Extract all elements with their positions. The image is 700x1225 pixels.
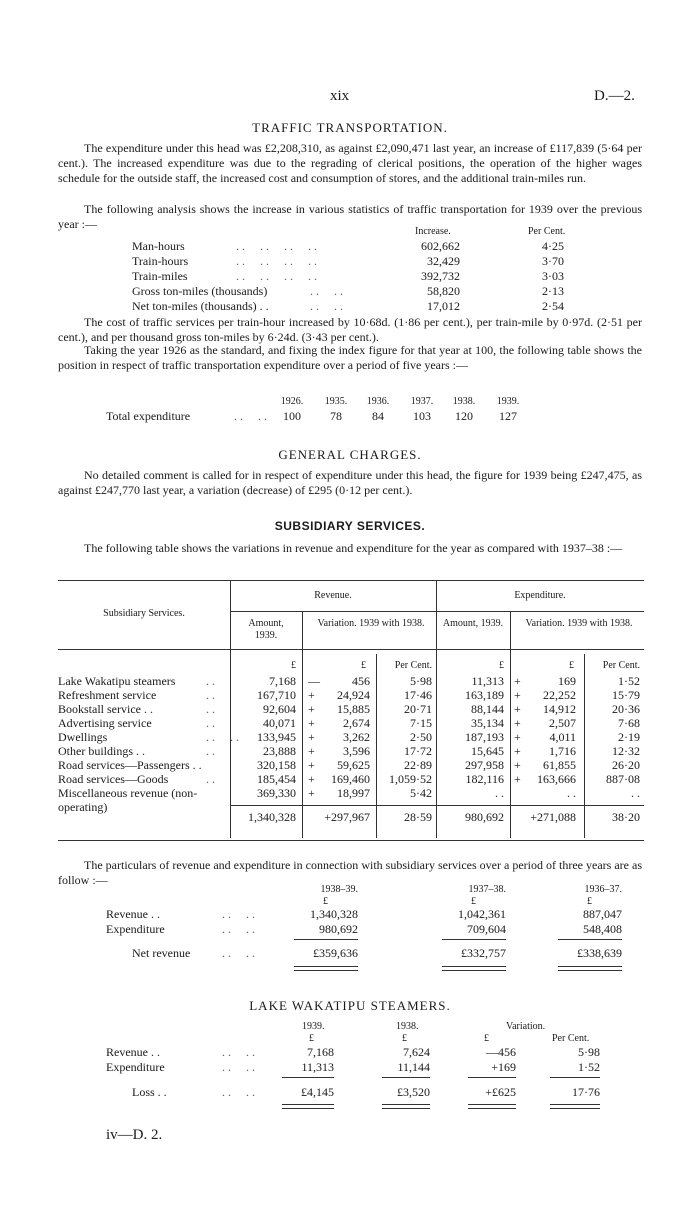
sub-row-exp-sign: + <box>514 716 521 730</box>
footer-signature: iv—D. 2. <box>106 1127 163 1143</box>
sub-row-rev-pct: 17·46 <box>404 688 432 702</box>
total-exp-pct: 38·20 <box>612 810 640 824</box>
loss-label: Loss . . <box>132 1085 167 1099</box>
sub-row-exp-sign: + <box>514 744 521 758</box>
head-exp-variation: Variation. 1939 with 1938. <box>525 618 633 629</box>
sub-row-rev-var: 18,997 <box>337 786 370 800</box>
sub-row-label: Road services—Passengers . . <box>58 758 202 772</box>
sub-row-exp: 35,134 <box>471 716 504 730</box>
sub-row-rev-pct: 5·42 <box>410 786 432 800</box>
sub-row-exp-pct: 7·68 <box>618 716 640 730</box>
sub-row-label: Bookstall service . . <box>58 702 153 716</box>
traffic-title: TRAFFIC TRANSPORTATION. <box>252 120 448 135</box>
sub-row-dots: . . <box>206 702 215 716</box>
sub-row-exp-var: 22,252 <box>543 688 576 702</box>
sub-row-label: Dwellings <box>58 730 108 744</box>
rule <box>558 939 622 940</box>
three-year-unit: £ <box>587 896 592 907</box>
document-code: D.—2. <box>594 88 635 104</box>
rule <box>468 1077 516 1078</box>
traffic-row-increase: 58,820 <box>427 284 460 298</box>
three-year-value: 709,604 <box>467 922 506 936</box>
sub-row-exp-var: 169 <box>558 674 576 688</box>
three-year-head: 1937–38. <box>468 884 506 895</box>
rule <box>382 1077 430 1078</box>
sub-row-rev: 7,168 <box>269 674 296 688</box>
sub-row-rev: 92,604 <box>263 702 296 716</box>
sub-row-label: Advertising service <box>58 716 152 730</box>
traffic-row-label: Train-hours <box>132 254 189 268</box>
sub-row-rev-sign: + <box>308 688 315 702</box>
sub-row-rev: 133,945 <box>257 730 296 744</box>
head-exp-amount: Amount, 1939. <box>442 618 504 629</box>
three-year-dots: . . . . <box>222 907 255 921</box>
wak-1939: 7,168 <box>307 1045 334 1059</box>
subsidiary-table <box>58 580 644 838</box>
sub-row-rev-sign: + <box>308 744 315 758</box>
index-value: 84 <box>372 409 384 423</box>
traffic-row-percent: 2·13 <box>542 284 564 298</box>
head-rev-variation: Variation. 1939 with 1938. <box>317 618 425 629</box>
three-year-head: 1936–37. <box>584 884 622 895</box>
sub-row-rev: 40,071 <box>263 716 296 730</box>
sub-row-label: Road services—Goods <box>58 772 169 786</box>
double-rule <box>550 1104 600 1109</box>
sub-row-exp: 187,193 <box>465 730 504 744</box>
sub-row-rev-var: 169,460 <box>331 772 370 786</box>
wak-dots: . . . . <box>222 1060 255 1074</box>
loss-var: +£625 <box>485 1085 516 1099</box>
index-dots: . . . . <box>234 409 267 423</box>
three-year-value: 548,408 <box>583 922 622 936</box>
traffic-row-label: Man-hours <box>132 239 185 253</box>
three-year-value: 980,692 <box>319 922 358 936</box>
wak-1938: 11,144 <box>397 1060 430 1074</box>
rule <box>550 1077 600 1078</box>
sub-row-exp-sign: + <box>514 758 521 772</box>
unit-rev-var: £ <box>361 660 366 671</box>
general-para: No detailed comment is called for in respect of expenditure under this head, the figure for 1939 being £247,475, as against £247,770 last year, a variation (decrease) of £295 (0·12 per cent.). <box>58 468 642 497</box>
double-rule <box>442 966 506 971</box>
sub-row-rev-var: 2,674 <box>343 716 370 730</box>
traffic-row-percent: 4·25 <box>542 239 564 253</box>
rule <box>442 939 506 940</box>
sub-row-exp: 88,144 <box>471 702 504 716</box>
traffic-col-increase: Increase. <box>415 226 451 237</box>
double-rule <box>294 966 358 971</box>
wak-pct: 5·98 <box>578 1045 600 1059</box>
wak-unit-1939: £ <box>309 1033 314 1044</box>
net-value: £359,636 <box>313 946 358 960</box>
total-rev: 1,340,328 <box>248 810 296 824</box>
traffic-row-label: Net ton-miles (thousands) . . <box>132 299 269 313</box>
sub-row-exp: . . <box>495 786 504 800</box>
sub-row-rev-sign: + <box>308 716 315 730</box>
sub-row-dots: . . <box>206 674 215 688</box>
index-value: 103 <box>413 409 431 423</box>
total-exp: 980,692 <box>465 810 504 824</box>
three-year-unit: £ <box>471 896 476 907</box>
wak-1938: 7,624 <box>403 1045 430 1059</box>
traffic-row-percent: 3·03 <box>542 269 564 283</box>
double-rule <box>282 1104 334 1109</box>
sub-row-dots: . . <box>206 688 215 702</box>
unit-rev-amount: £ <box>291 660 296 671</box>
double-rule <box>382 1104 430 1109</box>
sub-row-rev-sign: + <box>308 772 315 786</box>
traffic-row-dots: . . . . <box>310 284 343 298</box>
loss-1939: £4,145 <box>301 1085 334 1099</box>
sub-row-rev-pct: 7·15 <box>410 716 432 730</box>
traffic-row-percent: 3·70 <box>542 254 564 268</box>
wak-unit-var: £ <box>484 1033 489 1044</box>
three-year-label: Expenditure <box>106 922 165 936</box>
sub-row-exp: 182,116 <box>465 772 504 786</box>
sub-row-exp: 297,958 <box>465 758 504 772</box>
general-title: GENERAL CHARGES. <box>278 447 422 462</box>
head-services: Subsidiary Services. <box>103 608 185 619</box>
three-year-head: 1938–39. <box>320 884 358 895</box>
sub-row-rev: 185,454 <box>257 772 296 786</box>
sub-row-dots: . . <box>206 716 215 730</box>
sub-row-rev-var: 456 <box>352 674 370 688</box>
traffic-col-percent: Per Cent. <box>528 226 566 237</box>
sub-row-exp-sign: + <box>514 772 521 786</box>
sub-row-exp-pct: 12·32 <box>612 744 640 758</box>
sub-row-rev-var: 15,885 <box>337 702 370 716</box>
three-year-dots: . . . . <box>222 922 255 936</box>
sub-row-exp-pct: 26·20 <box>612 758 640 772</box>
wak-dots: . . . . <box>222 1045 255 1059</box>
loss-dots: . . . . <box>222 1085 255 1099</box>
sub-row-rev: 23,888 <box>263 744 296 758</box>
net-label: Net revenue <box>132 946 191 960</box>
subsidiary-para-2: The particulars of revenue and expenditure in connection with subsidiary services over a period of three years are as follow :— <box>58 858 642 887</box>
loss-1938: £3,520 <box>397 1085 430 1099</box>
wak-col-variation: Variation. <box>506 1021 546 1032</box>
wak-unit-1938: £ <box>402 1033 407 1044</box>
sub-row-rev-var: 3,262 <box>343 730 370 744</box>
unit-exp-amount: £ <box>499 660 504 671</box>
sub-row-exp-sign: + <box>514 688 521 702</box>
three-year-unit: £ <box>323 896 328 907</box>
sub-row-label: Miscellaneous revenue (non-operating) <box>58 786 198 814</box>
wak-var: —456 <box>486 1045 516 1059</box>
sub-row-dots: . . <box>206 744 215 758</box>
sub-row-exp-var: 14,912 <box>543 702 576 716</box>
wak-pct: 1·52 <box>578 1060 600 1074</box>
index-value: 100 <box>283 409 301 423</box>
three-year-value: 887,047 <box>583 907 622 921</box>
sub-row-rev-sign: + <box>308 730 315 744</box>
sub-row-exp-var: 2,507 <box>549 716 576 730</box>
sub-row-rev-pct: 20·71 <box>404 702 432 716</box>
net-dots: . . . . <box>222 946 255 960</box>
sub-row-exp-pct: 20·36 <box>612 702 640 716</box>
subsidiary-para: The following table shows the variations in revenue and expenditure for the year as compared with 1937–38 :— <box>84 541 623 555</box>
sub-row-rev: 167,710 <box>257 688 296 702</box>
wak-var: +169 <box>491 1060 516 1074</box>
three-year-value: 1,042,361 <box>458 907 506 921</box>
sub-row-rev-pct: 1,059·52 <box>389 772 432 786</box>
page-number: xix <box>330 88 350 104</box>
sub-row-dots: . . <box>206 772 215 786</box>
sub-row-label: Other buildings . . <box>58 744 145 758</box>
traffic-row-dots: . . . . <box>310 299 343 313</box>
sub-row-rev-pct: 17·72 <box>404 744 432 758</box>
traffic-row-increase: 392,732 <box>421 269 460 283</box>
rule <box>294 939 358 940</box>
sub-row-rev-var: 59,625 <box>337 758 370 772</box>
three-year-value: 1,340,328 <box>310 907 358 921</box>
sub-row-label: Lake Wakatipu steamers <box>58 674 176 688</box>
head-expenditure: Expenditure. <box>514 590 566 601</box>
sub-row-rev-pct: 5·98 <box>410 674 432 688</box>
traffic-row-increase: 32,429 <box>427 254 460 268</box>
sub-row-exp-pct: 2·19 <box>618 730 640 744</box>
total-rev-pct: 28·59 <box>404 810 432 824</box>
sub-row-exp-var: 4,011 <box>549 730 576 744</box>
traffic-para-4: Taking the year 1926 as the standard, and fixing the index figure for that year at 100, the following table shows the position in respect of traffic transportation expenditure over a period of five years :— <box>58 343 642 372</box>
sub-row-rev-pct: 2·50 <box>410 730 432 744</box>
sub-row-dots: . . . . <box>206 730 239 744</box>
sub-row-exp-var: 163,666 <box>537 772 576 786</box>
sub-row-exp: 15,645 <box>471 744 504 758</box>
sub-row-label: Refreshment service <box>58 688 157 702</box>
wak-label: Revenue . . <box>106 1045 160 1059</box>
sub-row-exp-pct: 887·08 <box>606 772 640 786</box>
net-value: £338,639 <box>577 946 622 960</box>
net-value: £332,757 <box>461 946 506 960</box>
sub-row-exp-pct: . . <box>631 786 640 800</box>
sub-row-exp-pct: 15·79 <box>612 688 640 702</box>
index-year: 1937. <box>410 396 434 407</box>
sub-row-exp-sign: + <box>514 674 521 688</box>
wak-1939: 11,313 <box>301 1060 334 1074</box>
head-rev-amount: Amount, 1939. <box>248 618 284 641</box>
sub-row-exp: 163,189 <box>465 688 504 702</box>
index-value: 127 <box>499 409 517 423</box>
head-revenue: Revenue. <box>314 590 352 601</box>
sub-row-exp: 11,313 <box>471 674 504 688</box>
index-value: 120 <box>455 409 473 423</box>
wak-label: Expenditure <box>106 1060 165 1074</box>
unit-rev-pct: Per Cent. <box>394 660 432 671</box>
total-rev-var: +297,967 <box>324 810 370 824</box>
traffic-row-increase: 17,012 <box>427 299 460 313</box>
traffic-row-dots: . . . . . . . . <box>236 269 317 283</box>
sub-row-rev: 369,330 <box>257 786 296 800</box>
three-year-label: Revenue . . <box>106 907 160 921</box>
traffic-row-dots: . . . . . . . . <box>236 254 317 268</box>
sub-row-rev-pct: 22·89 <box>404 758 432 772</box>
double-rule <box>468 1104 516 1109</box>
sub-row-exp-var: 1,716 <box>549 744 576 758</box>
loss-pct: 17·76 <box>572 1085 600 1099</box>
sub-row-rev-var: 3,596 <box>343 744 370 758</box>
sub-row-rev-sign: — <box>308 674 320 688</box>
sub-row-exp-pct: 1·52 <box>618 674 640 688</box>
rule <box>282 1077 334 1078</box>
sub-row-exp-var: . . <box>567 786 576 800</box>
sub-row-exp-sign: + <box>514 702 521 716</box>
sub-row-rev-sign: + <box>308 702 315 716</box>
index-value: 78 <box>330 409 342 423</box>
wak-col-percent: Per Cent. <box>552 1033 590 1044</box>
sub-row-rev-sign: + <box>308 786 315 800</box>
wak-col-1938: 1938. <box>396 1021 419 1032</box>
traffic-para-3: The cost of traffic services per train-hour increased by 10·68d. (1·86 per cent.), per train-mile by 0·97d. (2·51 per cent.), and per thousand gross ton-miles by 6·24d. (3·43 per cent.). <box>58 315 642 344</box>
traffic-row-dots: . . . . . . . . <box>236 239 317 253</box>
wak-col-1939: 1939. <box>302 1021 325 1032</box>
total-exp-var: +271,088 <box>530 810 576 824</box>
sub-row-rev: 320,158 <box>257 758 296 772</box>
traffic-para-2: The following analysis shows the increase in various statistics of traffic transportation for 1939 over the previous year :— <box>58 202 642 231</box>
traffic-row-percent: 2·54 <box>542 299 564 313</box>
index-year: 1926. <box>280 396 304 407</box>
index-year: 1939. <box>496 396 520 407</box>
wakatipu-title: LAKE WAKATIPU STEAMERS. <box>249 998 451 1013</box>
unit-exp-var: £ <box>569 660 574 671</box>
subsidiary-title: SUBSIDIARY SERVICES. <box>274 519 426 533</box>
index-year: 1938. <box>452 396 476 407</box>
traffic-row-label: Train-miles <box>132 269 188 283</box>
traffic-row-increase: 602,662 <box>421 239 460 253</box>
index-year: 1935. <box>324 396 348 407</box>
unit-exp-pct: Per Cent. <box>602 660 640 671</box>
index-label: Total expenditure <box>106 409 191 423</box>
traffic-para-1: The expenditure under this head was £2,208,310, as against £2,090,471 last year, an increase of £117,839 (5·64 per cent.). The increased expenditure was due to the regrading of clerical positions, the operation of the higher wages schedule for the outside staff, the increased cost and consumption of stores, and the additional train-miles run. <box>58 141 642 185</box>
sub-row-rev-var: 24,924 <box>337 688 370 702</box>
sub-row-exp-var: 61,855 <box>543 758 576 772</box>
index-year: 1936. <box>366 396 390 407</box>
sub-row-rev-sign: + <box>308 758 315 772</box>
traffic-row-label: Gross ton-miles (thousands) <box>132 284 268 298</box>
double-rule <box>558 966 622 971</box>
sub-row-exp-sign: + <box>514 730 521 744</box>
